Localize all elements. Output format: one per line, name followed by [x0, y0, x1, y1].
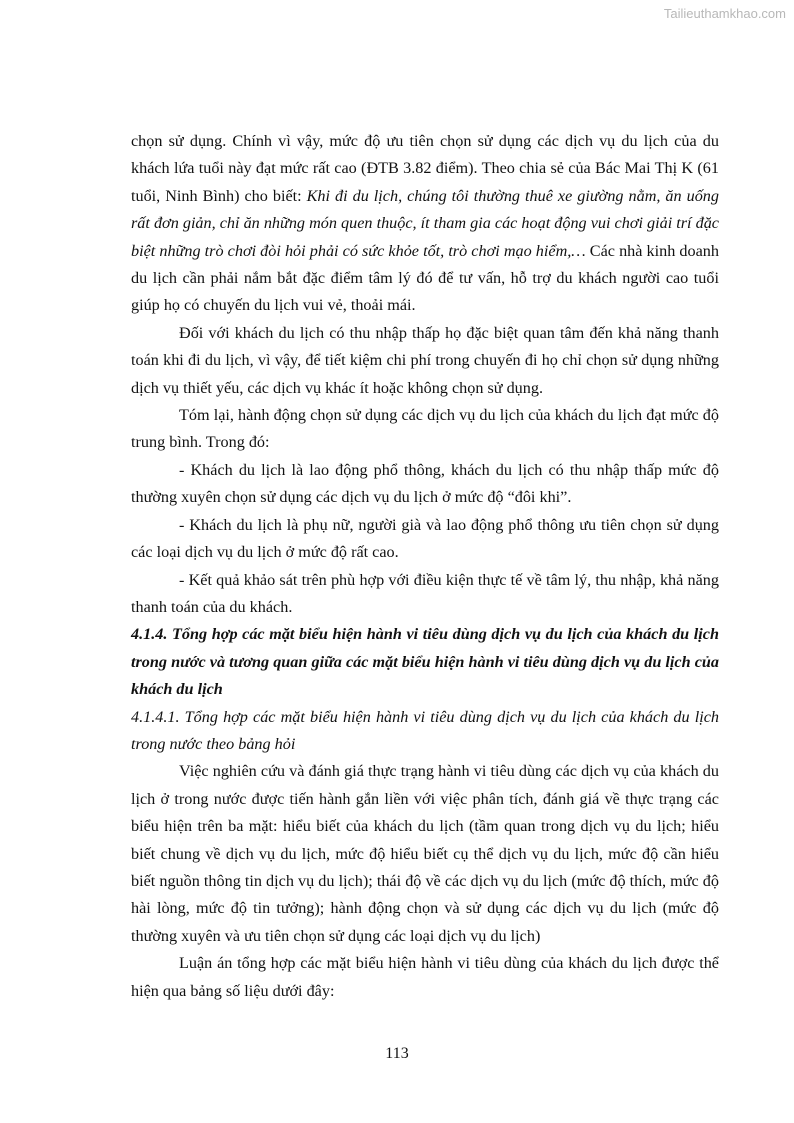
paragraph-5: Luận án tổng hợp các mặt biểu hiện hành vi tiêu dùng của khách du lịch được thể hiện qua bảng số liệu dưới đây:: [131, 954, 719, 1000]
paragraph-1-text-a: chọn sử dụng. Chính vì vậy, mức độ ưu tiên chọn sử dụng các dịch vụ du lịch của du khách lứa tuổi này đạt mức rất cao (ĐTB 3.82 điểm). Theo chia sẻ của Bác Mai Thị K (61 tuổi, Ninh Bình) cho biết:: [131, 132, 719, 205]
watermark: Tailieuthamkhao.com: [663, 6, 786, 21]
bullet-1: - Khách du lịch là lao động phổ thông, khách du lịch có thu nhập thấp mức độ thường xuyên chọn sử dụng các dịch vụ du lịch ở mức độ “đôi khi”.: [131, 460, 719, 507]
paragraph-3: Tóm lại, hành động chọn sử dụng các dịch vụ du lịch của khách du lịch đạt mức độ trung bình. Trong đó:: [131, 406, 719, 452]
paragraph-1: [131, 128, 719, 320]
bullet-3: - Kết quả khảo sát trên phù hợp với điều kiện thực tế về tâm lý, thu nhập, khả năng thanh toán của du khách.: [131, 570, 719, 616]
paragraph-4: Việc nghiên cứu và đánh giá thực trạng hành vi tiêu dùng các dịch vụ của khách du lịch ở trong nước được tiến hành gắn liền với việc phân tích, đánh giá về thực trạng các biểu hiện trên ba mặt: hiểu biết của khách du lịch (tầm quan trong dịch vụ du lịch; hiểu biết chung về dịch vụ du lịch, mức độ hiểu biết cụ thể dịch vụ du lịch, mức độ cần hiểu biết nguồn thông tin dịch vụ du lịch); thái độ về các dịch vụ du lịch (mức độ thích, mức độ hài lòng, mức độ tin tưởng); hành động chọn và sử dụng các dịch vụ du lịch (mức độ thường xuyên và ưu tiên chọn sử dụng các loại dịch vụ du lịch): [131, 762, 719, 945]
paragraph-1-text-b: Các nhà kinh doanh du lịch cần phải nắm bắt đặc điểm tâm lý đó để tư vấn, hỗ trợ du khách người cao tuổi giúp họ có chuyến du lịch vui vẻ, thoải mái.: [131, 241, 719, 315]
section-heading-4-1-4: 4.1.4. Tổng hợp các mặt biểu hiện hành vi tiêu dùng dịch vụ du lịch của khách du lịch trong nước và tương quan giữa các mặt biểu hiện hành vi tiêu dùng dịch vụ du lịch của khách du lịch: [131, 625, 719, 699]
subsection-heading-4-1-4-1: 4.1.4.1. Tổng hợp các mặt biểu hiện hành vi tiêu dùng dịch vụ du lịch của khách du lịch trong nước theo bảng hỏi: [131, 707, 719, 753]
paragraph-2: Đối với khách du lịch có thu nhập thấp họ đặc biệt quan tâm đến khả năng thanh toán khi đi du lịch, vì vậy, để tiết kiệm chi phí trong chuyến đi họ chỉ chọn sử dụng những dịch vụ thiết yếu, các dịch vụ khác ít hoặc không chọn sử dụng.: [131, 323, 719, 397]
page-body: [131, 128, 719, 1005]
bullet-2: - Khách du lịch là phụ nữ, người già và lao động phổ thông ưu tiên chọn sử dụng các loại dịch vụ du lịch ở mức độ rất cao.: [131, 515, 719, 562]
page-number: 113: [385, 1045, 409, 1062]
interview-quote: Khi đi du lịch, chúng tôi thường thuê xe giường nằm, ăn uống rất đơn giản, chỉ ăn những món quen thuộc, ít tham gia các hoạt động vui chơi giải trí đặc biệt những trò chơi đòi hỏi phải có sức khỏe tốt, trò chơi mạo hiểm,…: [131, 186, 719, 260]
